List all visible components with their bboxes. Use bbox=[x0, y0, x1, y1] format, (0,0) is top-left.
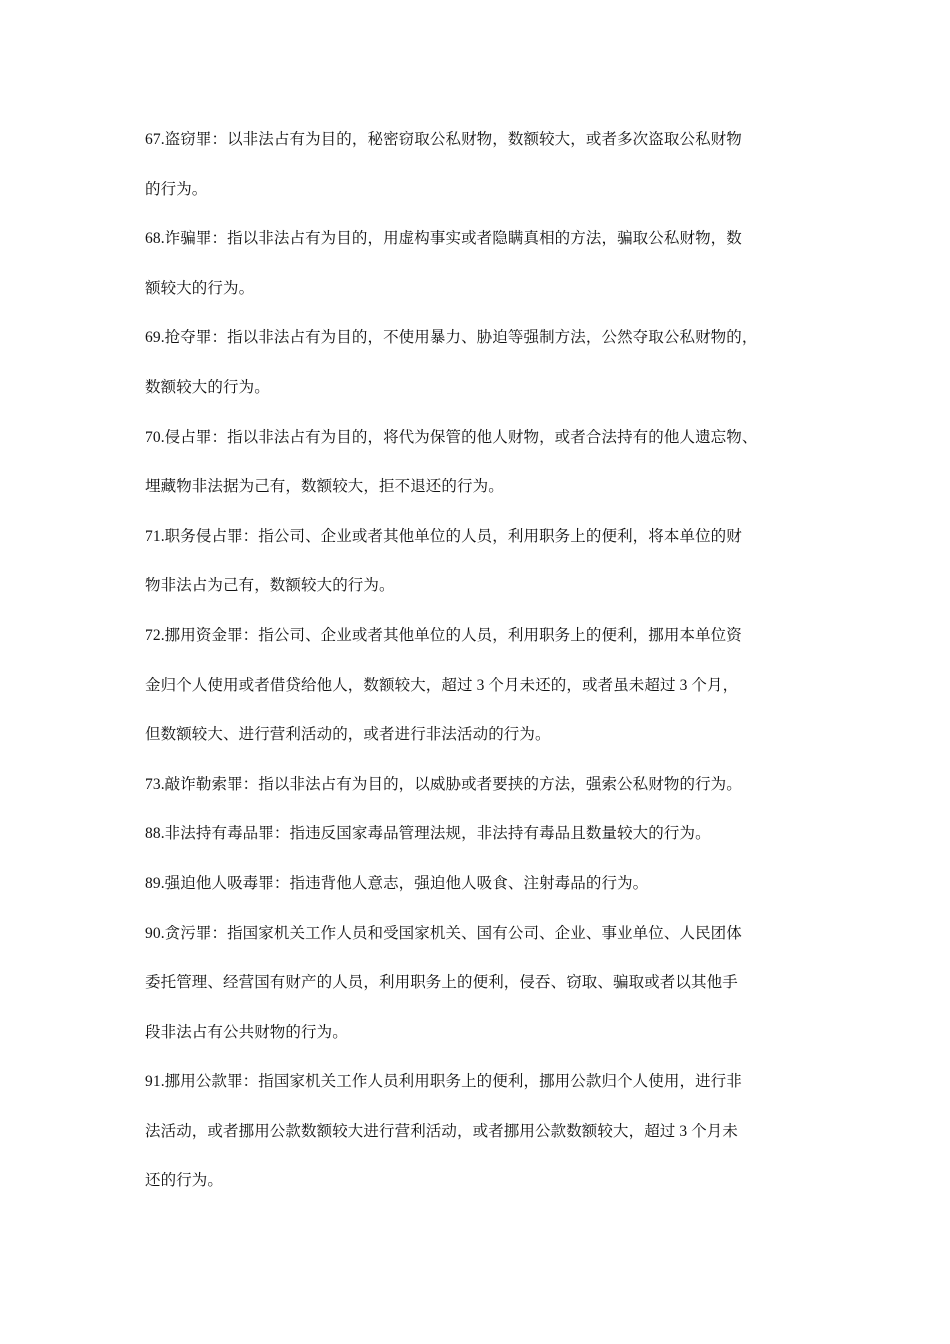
text-line: 72.挪用资金罪：指公司、企业或者其他单位的人员，利用职务上的便利，挪用本单位资 bbox=[145, 626, 742, 644]
text-line: 90.贪污罪：指国家机关工作人员和受国家机关、国有公司、企业、事业单位、人民团体 bbox=[145, 924, 742, 942]
text-line: 91.挪用公款罪：指国家机关工作人员利用职务上的便利，挪用公款归个人使用，进行非 bbox=[145, 1073, 742, 1091]
text-line: 埋藏物非法据为己有，数额较大，拒不退还的行为。 bbox=[145, 478, 504, 496]
text-line: 委托管理、经营国有财产的人员，利用职务上的便利，侵吞、窃取、骗取或者以其他手 bbox=[145, 974, 738, 992]
text-line: 金归个人使用或者借贷给他人，数额较大，超过 3 个月未还的，或者虽未超过 3 个月， bbox=[145, 676, 739, 694]
text-line: 89.强迫他人吸毒罪：指违背他人意志，强迫他人吸食、注射毒品的行为。 bbox=[145, 874, 649, 892]
text-line: 88.非法持有毒品罪：指违反国家毒品管理法规，非法持有毒品且数量较大的行为。 bbox=[145, 825, 711, 843]
text-line: 67.盗窃罪：以非法占有为目的，秘密窃取公私财物，数额较大，或者多次盗取公私财物 bbox=[145, 131, 742, 148]
text-line: 物非法占为己有，数额较大的行为。 bbox=[145, 577, 395, 595]
text-line: 70.侵占罪：指以非法占有为目的，将代为保管的他人财物，或者合法持有的他人遗忘物、 bbox=[145, 428, 758, 446]
text-line: 数额较大的行为。 bbox=[145, 378, 270, 396]
text-line: 69.抢夺罪：指以非法占有为目的，不使用暴力、胁迫等强制方法，公然夺取公私财物的， bbox=[145, 329, 758, 347]
text-line: 的行为。 bbox=[145, 180, 208, 198]
text-line: 段非法占有公共财物的行为。 bbox=[145, 1023, 348, 1041]
document-body bbox=[145, 115, 810, 1206]
text-line: 额较大的行为。 bbox=[145, 279, 255, 297]
text-line: 73.敲诈勒索罪：指以非法占有为目的，以威胁或者要挟的方法，强索公私财物的行为。 bbox=[145, 775, 742, 793]
text-line: 但数额较大、进行营利活动的，或者进行非法活动的行为。 bbox=[145, 726, 551, 744]
text-line: 法活动，或者挪用公款数额较大进行营利活动，或者挪用公款数额较大，超过 3 个月未 bbox=[145, 1122, 739, 1140]
text-line: 71.职务侵占罪：指公司、企业或者其他单位的人员，利用职务上的便利，将本单位的财 bbox=[145, 527, 742, 545]
text-line: 还的行为。 bbox=[145, 1172, 224, 1190]
text-line: 68.诈骗罪：指以非法占有为目的，用虚构事实或者隐瞒真相的方法，骗取公私财物，数 bbox=[145, 230, 742, 248]
